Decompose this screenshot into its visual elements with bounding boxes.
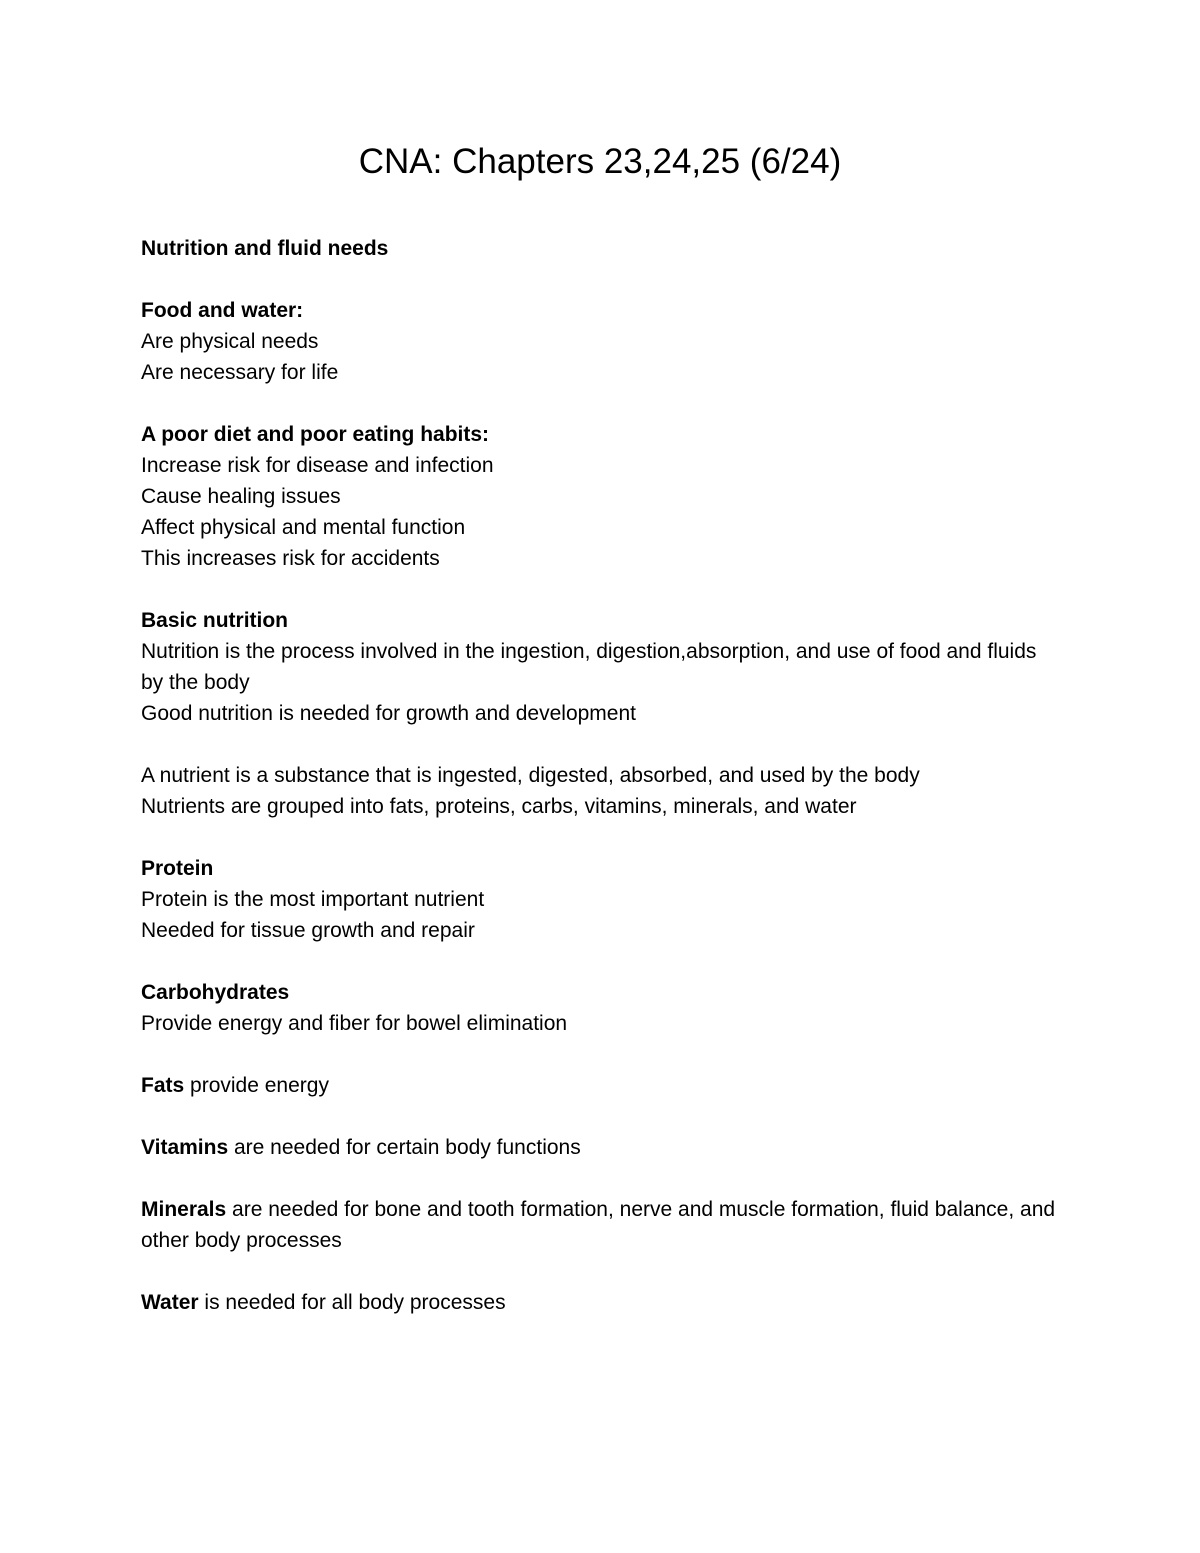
section-food-water bbox=[141, 295, 1061, 388]
spacer bbox=[141, 946, 1061, 977]
spacer bbox=[141, 574, 1061, 605]
spacer bbox=[141, 1039, 1061, 1070]
term-minerals: Minerals bbox=[141, 1198, 227, 1221]
vitamins-line bbox=[141, 1132, 1061, 1163]
spacer bbox=[141, 1101, 1061, 1132]
text-line: Nutrients are grouped into fats, proteins, carbs, vitamins, minerals, and water bbox=[141, 795, 857, 818]
section-protein bbox=[141, 853, 1061, 946]
spacer bbox=[141, 1256, 1061, 1287]
spacer bbox=[141, 729, 1061, 760]
water-line bbox=[141, 1287, 1061, 1318]
text-line: Increase risk for disease and infection bbox=[141, 454, 494, 477]
text-line: Provide energy and fiber for bowel elimination bbox=[141, 1012, 568, 1035]
section-heading: Basic nutrition bbox=[141, 609, 289, 632]
section-heading: Food and water: bbox=[141, 299, 304, 322]
text-line: Affect physical and mental function bbox=[141, 516, 466, 539]
section-carbohydrates bbox=[141, 977, 1061, 1039]
spacer bbox=[141, 1163, 1061, 1194]
spacer bbox=[141, 388, 1061, 419]
vitamins-text: are needed for certain body functions bbox=[228, 1136, 581, 1159]
water-text: is needed for all body processes bbox=[198, 1291, 506, 1314]
minerals-text: are needed for bone and tooth formation, nerve and muscle formation, fluid balance, and other body processes bbox=[141, 1198, 1056, 1252]
minerals-line bbox=[141, 1194, 1061, 1256]
text-line: Needed for tissue growth and repair bbox=[141, 919, 475, 942]
text-line: Good nutrition is needed for growth and development bbox=[141, 702, 636, 725]
document-title: CNA: Chapters 23,24,25 (6/24) bbox=[358, 142, 842, 181]
text-line: Are physical needs bbox=[141, 330, 319, 353]
section-heading: Protein bbox=[141, 857, 214, 880]
text-line: A nutrient is a substance that is ingested, digested, absorbed, and used by the body bbox=[141, 764, 920, 787]
section-heading: A poor diet and poor eating habits: bbox=[141, 423, 490, 446]
section-heading: Carbohydrates bbox=[141, 981, 290, 1004]
section-basic-nutrition bbox=[141, 605, 1061, 822]
fats-line bbox=[141, 1070, 1061, 1101]
term-water: Water bbox=[141, 1291, 199, 1314]
text-line: Cause healing issues bbox=[141, 485, 341, 508]
text-line: Are necessary for life bbox=[141, 361, 339, 384]
document-body bbox=[141, 233, 1061, 1318]
text-line: This increases risk for accidents bbox=[141, 547, 440, 570]
section-poor-diet bbox=[141, 419, 1061, 574]
text-line: Protein is the most important nutrient bbox=[141, 888, 485, 911]
term-fats: Fats bbox=[141, 1074, 185, 1097]
text-paragraph: Nutrition is the process involved in the ingestion, digestion,absorption, and use of food and fluids by the body bbox=[141, 640, 1037, 694]
term-vitamins: Vitamins bbox=[141, 1136, 229, 1159]
fats-text: provide energy bbox=[184, 1074, 329, 1097]
spacer bbox=[141, 822, 1061, 853]
spacer bbox=[141, 264, 1061, 295]
main-heading: Nutrition and fluid needs bbox=[141, 237, 389, 260]
